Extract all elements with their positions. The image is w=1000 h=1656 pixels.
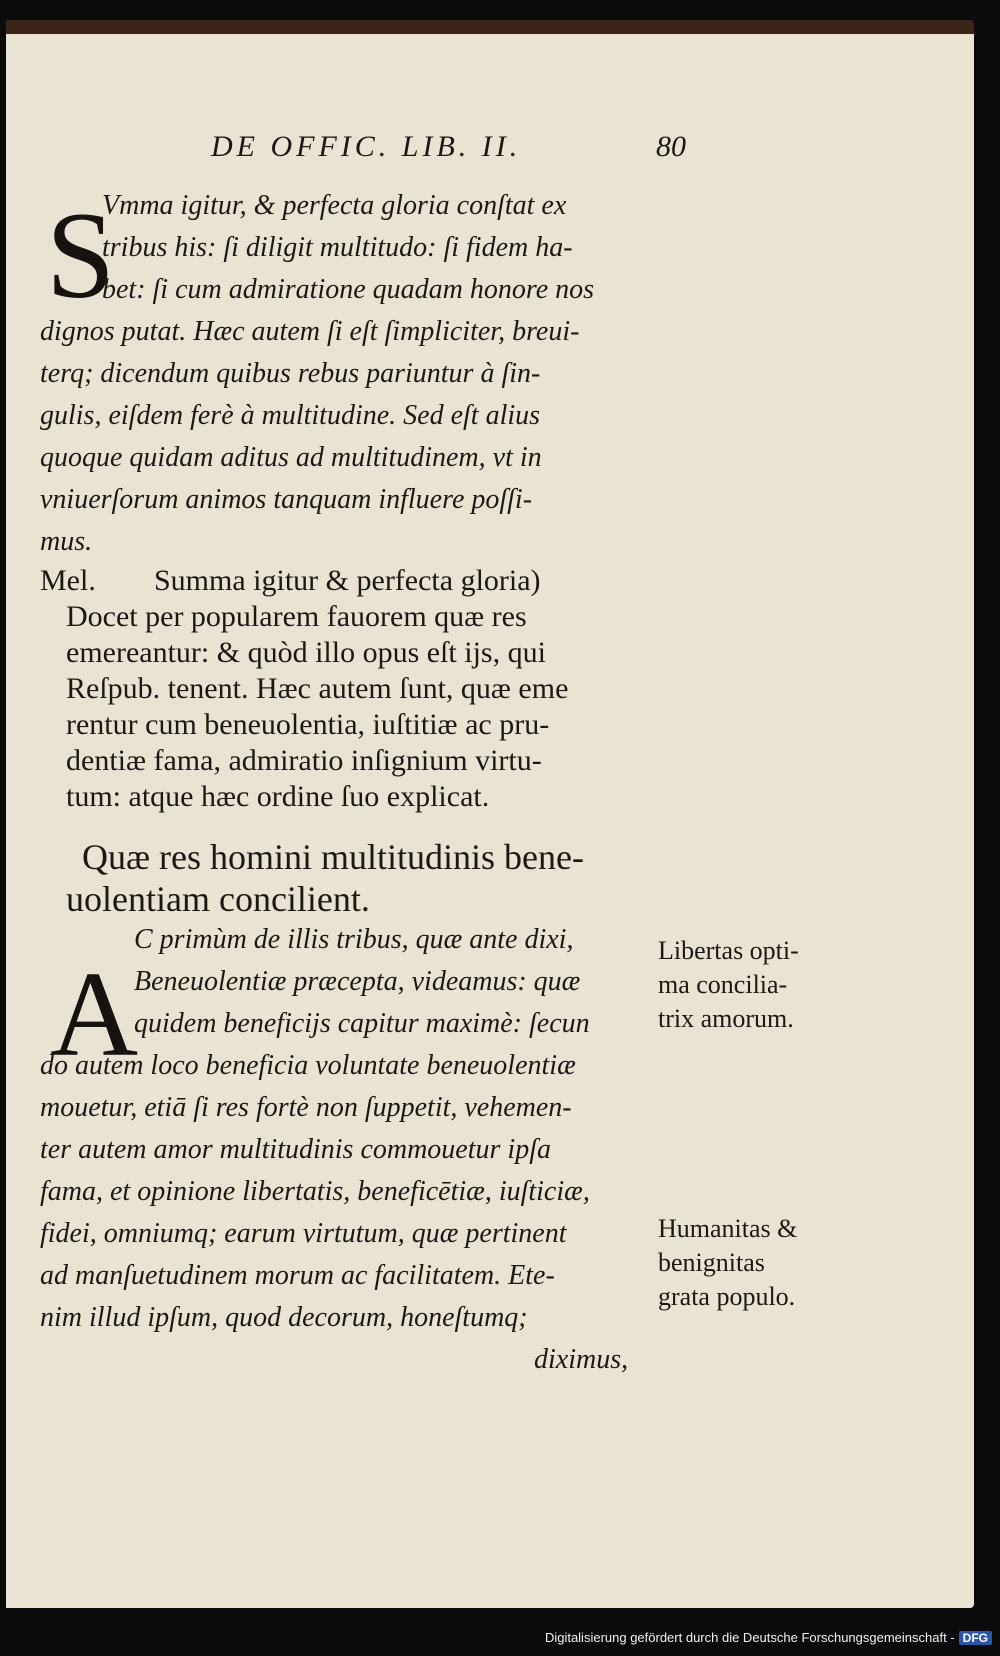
- text-line: mus.: [40, 526, 93, 557]
- commentary-lead: Summa igitur & perfecta gloria): [154, 564, 541, 597]
- commentary-label: Mel.: [40, 564, 96, 597]
- text-line: gulis, eiſdem ferè à multitudine. Sed eſt alius: [40, 400, 541, 431]
- text-line: C primùm de illis tribus, quæ ante dixi,: [134, 924, 574, 955]
- margin-note: Libertas opti-: [658, 936, 799, 965]
- margin-note: grata populo.: [658, 1282, 796, 1311]
- text-line: ad manſuetudinem morum ac facilitatem. Ete-: [40, 1260, 555, 1291]
- drop-cap-a: A: [50, 947, 139, 1082]
- section-heading: uolentiam concilient.: [66, 879, 370, 919]
- text-line: fidei, omniumq; earum virtutum, quæ pertinent: [40, 1218, 567, 1249]
- text-line: Vmma igitur, & perfecta gloria conſtat ex: [102, 190, 567, 221]
- text-line: dignos putat. Hæc autem ſi eſt ſimpliciter, breui-: [40, 316, 580, 347]
- margin-note: trix amorum.: [658, 1004, 794, 1033]
- text-line: fama, et opinione libertatis, beneficētiæ, iuſticiæ,: [40, 1176, 590, 1207]
- running-title: DE OFFIC. LIB. II.: [211, 130, 522, 163]
- text-line: vniuerſorum animos tanquam influere poſſi-: [40, 484, 533, 515]
- margin-note: benignitas: [658, 1248, 765, 1277]
- page-number: 80: [656, 130, 686, 163]
- commentary-line: emereantur: & quòd illo opus eſt ijs, qui: [66, 636, 546, 669]
- text-line: tribus his: ſi diligit multitudo: ſi fidem ha-: [102, 232, 573, 263]
- text-line: bet: ſi cum admiratione quadam honore nos: [102, 274, 595, 305]
- text-line: nim illud ipſum, quod decorum, honeſtumq;: [40, 1302, 528, 1333]
- commentary-line: Reſpub. tenent. Hæc autem ſunt, quæ eme: [66, 672, 569, 705]
- margin-note: Humanitas &: [658, 1214, 798, 1243]
- margin-note: ma concilia-: [658, 970, 788, 999]
- catchword: diximus,: [534, 1344, 629, 1375]
- commentary-line: tum: atque hæc ordine ſuo explicat.: [66, 780, 490, 813]
- drop-cap-s: S: [46, 187, 115, 324]
- commentary-line: dentiæ fama, admiratio inſignium virtu-: [66, 744, 542, 777]
- commentary-line: rentur cum beneuolentia, iuſtitiæ ac pru-: [66, 708, 550, 741]
- dfg-logo: DFG: [959, 1631, 992, 1645]
- commentary-line: Docet per popularem fauorem quæ res: [66, 600, 527, 633]
- text-line: terq; dicendum quibus rebus pariuntur à ſin-: [40, 358, 541, 389]
- text-line: ter autem amor multitudinis commouetur ipſa: [40, 1134, 551, 1165]
- credit-text: Digitalisierung gefördert durch die Deutsche Forschungsgemeinschaft -: [544, 1630, 955, 1645]
- digitization-credit: [545, 1630, 992, 1645]
- text-line: quoque quidam aditus ad multitudinem, vt in: [40, 442, 542, 473]
- text-line: mouetur, etiā ſi res fortè non ſuppetit, vehemen-: [40, 1092, 572, 1123]
- text-line: do autem loco beneficia voluntate beneuolentiæ: [40, 1050, 576, 1081]
- text-line: Beneuolentiæ præcepta, videamus: quæ: [134, 966, 581, 997]
- section-heading: Quæ res homini multitudinis bene-: [82, 837, 584, 877]
- text-line: quidem beneficijs capitur maximè: ſecun: [134, 1008, 590, 1039]
- book-page: [6, 20, 974, 1608]
